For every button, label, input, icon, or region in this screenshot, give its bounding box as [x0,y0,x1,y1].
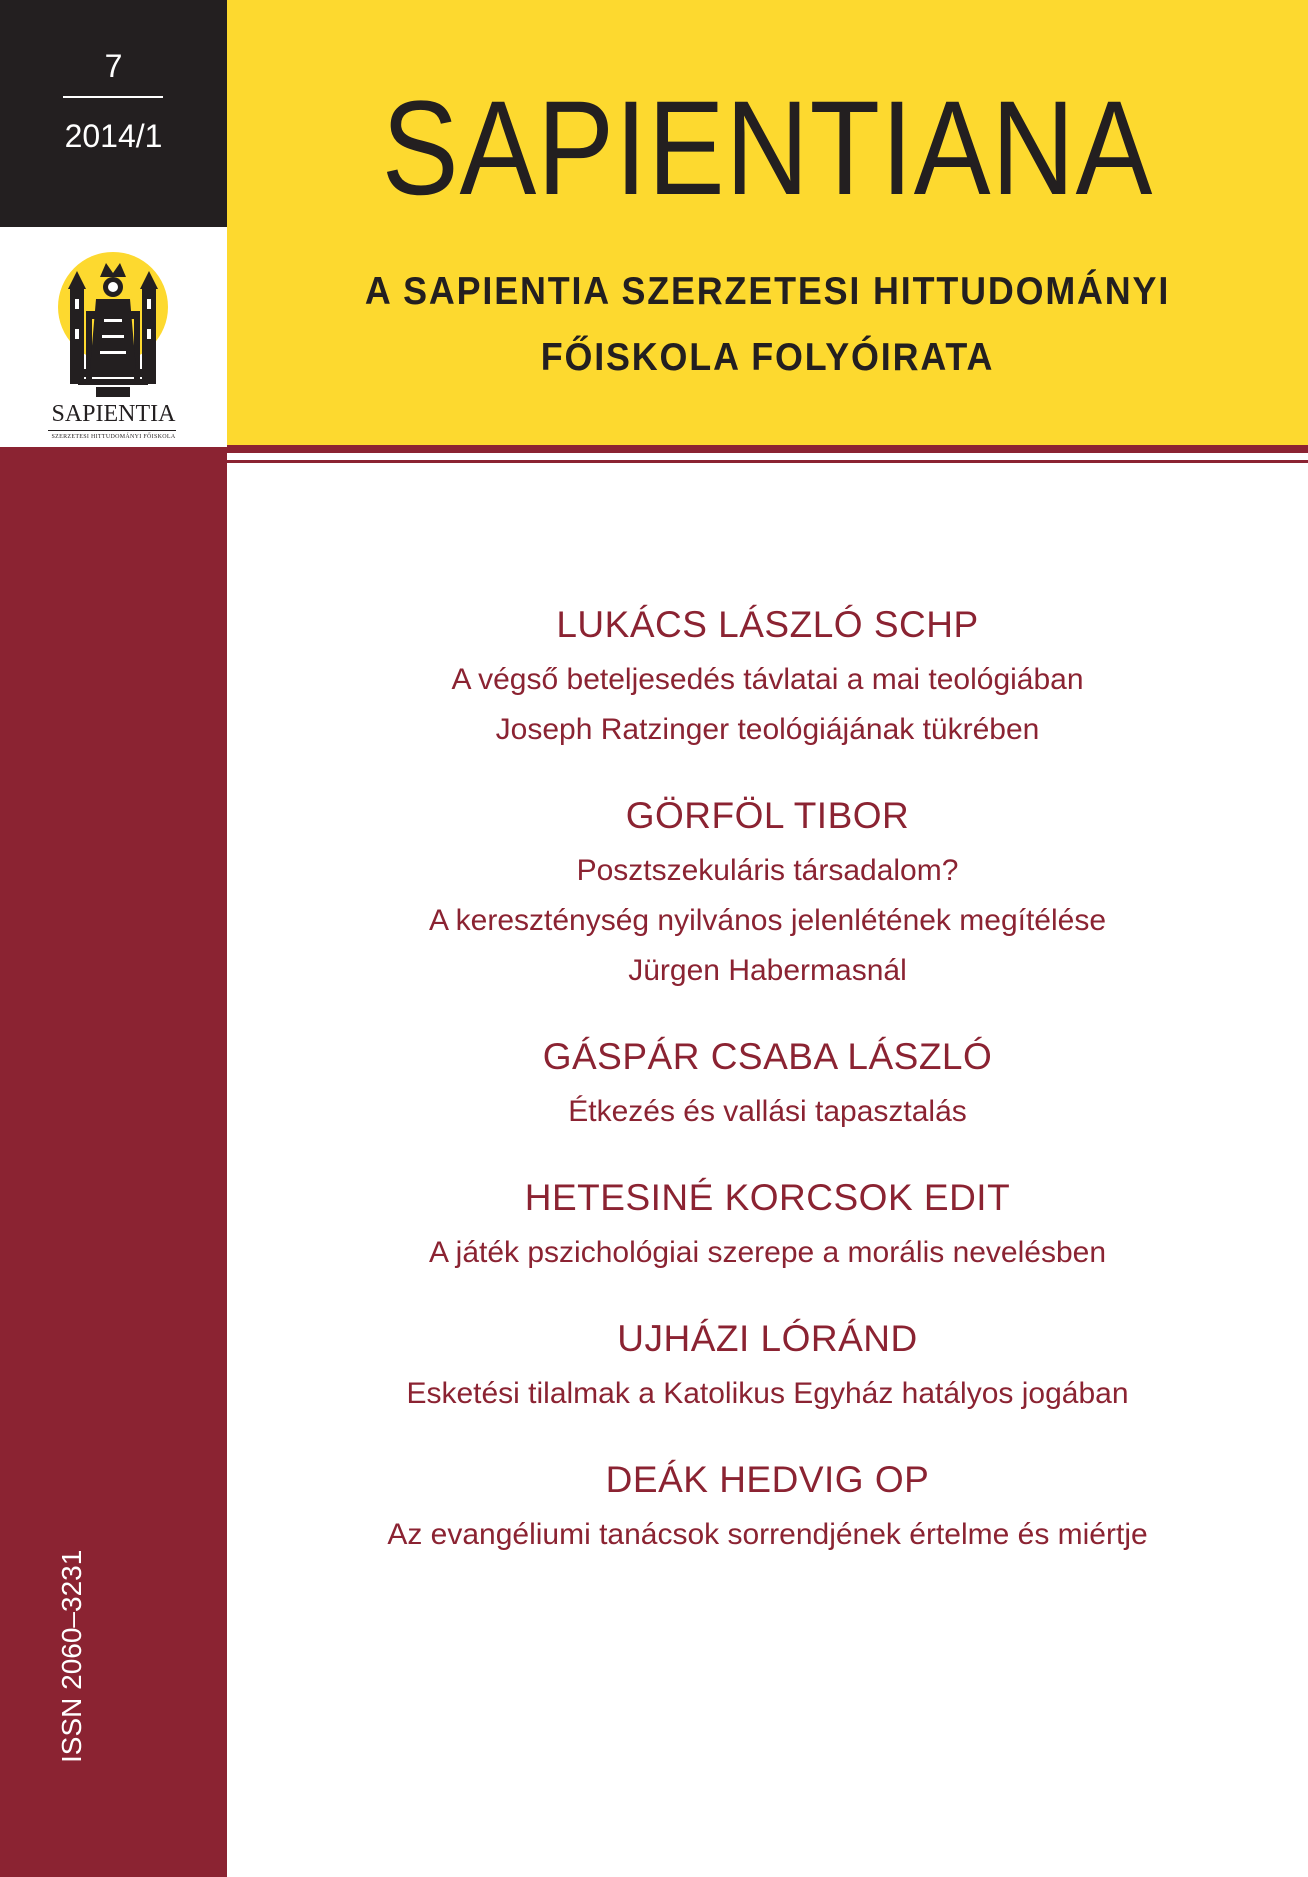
logo-subtitle: SZERZETESI HITTUDOMÁNYI FŐISKOLA [51,434,176,440]
article-author: UJHÁZI LÓRÁND [617,1318,918,1359]
article-title-line: Posztszekuláris társadalom? [576,854,959,887]
article-entry [227,1314,1308,1419]
header-rule-thin [227,460,1308,463]
issue-box [0,0,227,227]
article-title-line: A végső beteljesedés távlatai a mai teológiában [451,663,1084,696]
issue-year: 2014/1 [64,118,163,154]
article-author: GÖRFÖL TIBOR [625,795,910,836]
logo-name: SAPIENTIA [51,401,176,427]
issue-number: 7 [104,48,123,84]
article-author: GÁSPÁR CSABA LÁSZLÓ [542,1036,993,1077]
article-title-line: Étkezés és vallási tapasztalás [568,1095,967,1128]
madonna-seal-icon [56,249,170,399]
sidebar-band [0,447,227,1877]
article-author: DEÁK HEDVIG OP [605,1459,930,1500]
logo-divider [48,430,176,431]
journal-subtitle-line-2: FŐISKOLA FOLYÓIRATA [540,336,995,379]
article-title-line: A kereszténység nyilvános jelenlétének megítélése [428,904,1107,937]
article-entry [227,1173,1308,1278]
article-title-line: Joseph Ratzinger teológiájának tükrében [495,713,1040,746]
article-author: LUKÁCS LÁSZLÓ SCHP [556,604,979,645]
article-title-line: Jürgen Habermasnál [628,954,907,987]
logo [0,227,227,447]
article-title-line: Az evangéliumi tanácsok sorrendjének értelme és miértje [387,1518,1148,1551]
header-panel [227,0,1308,445]
header-rule-thick [227,445,1308,453]
article-author: HETESINÉ KORCSOK EDIT [524,1177,1011,1218]
article-entry [227,1455,1308,1560]
journal-subtitle-line-1: A SAPIENTIA SZERZETESI HITTUDOMÁNYI [364,270,1171,313]
journal-title: SAPIENTIANA [381,74,1154,223]
article-entry [227,1032,1308,1137]
article-entry [227,791,1308,996]
article-title-line: A játék pszichológiai szerepe a morális nevelésben [428,1236,1107,1269]
issue-divider [63,96,163,98]
article-entry [227,600,1308,755]
table-of-contents [227,600,1308,1596]
issn: ISSN 2060–3231 [56,1549,87,1763]
article-title-line: Esketési tilalmak a Katolikus Egyház hatályos jogában [406,1377,1129,1410]
